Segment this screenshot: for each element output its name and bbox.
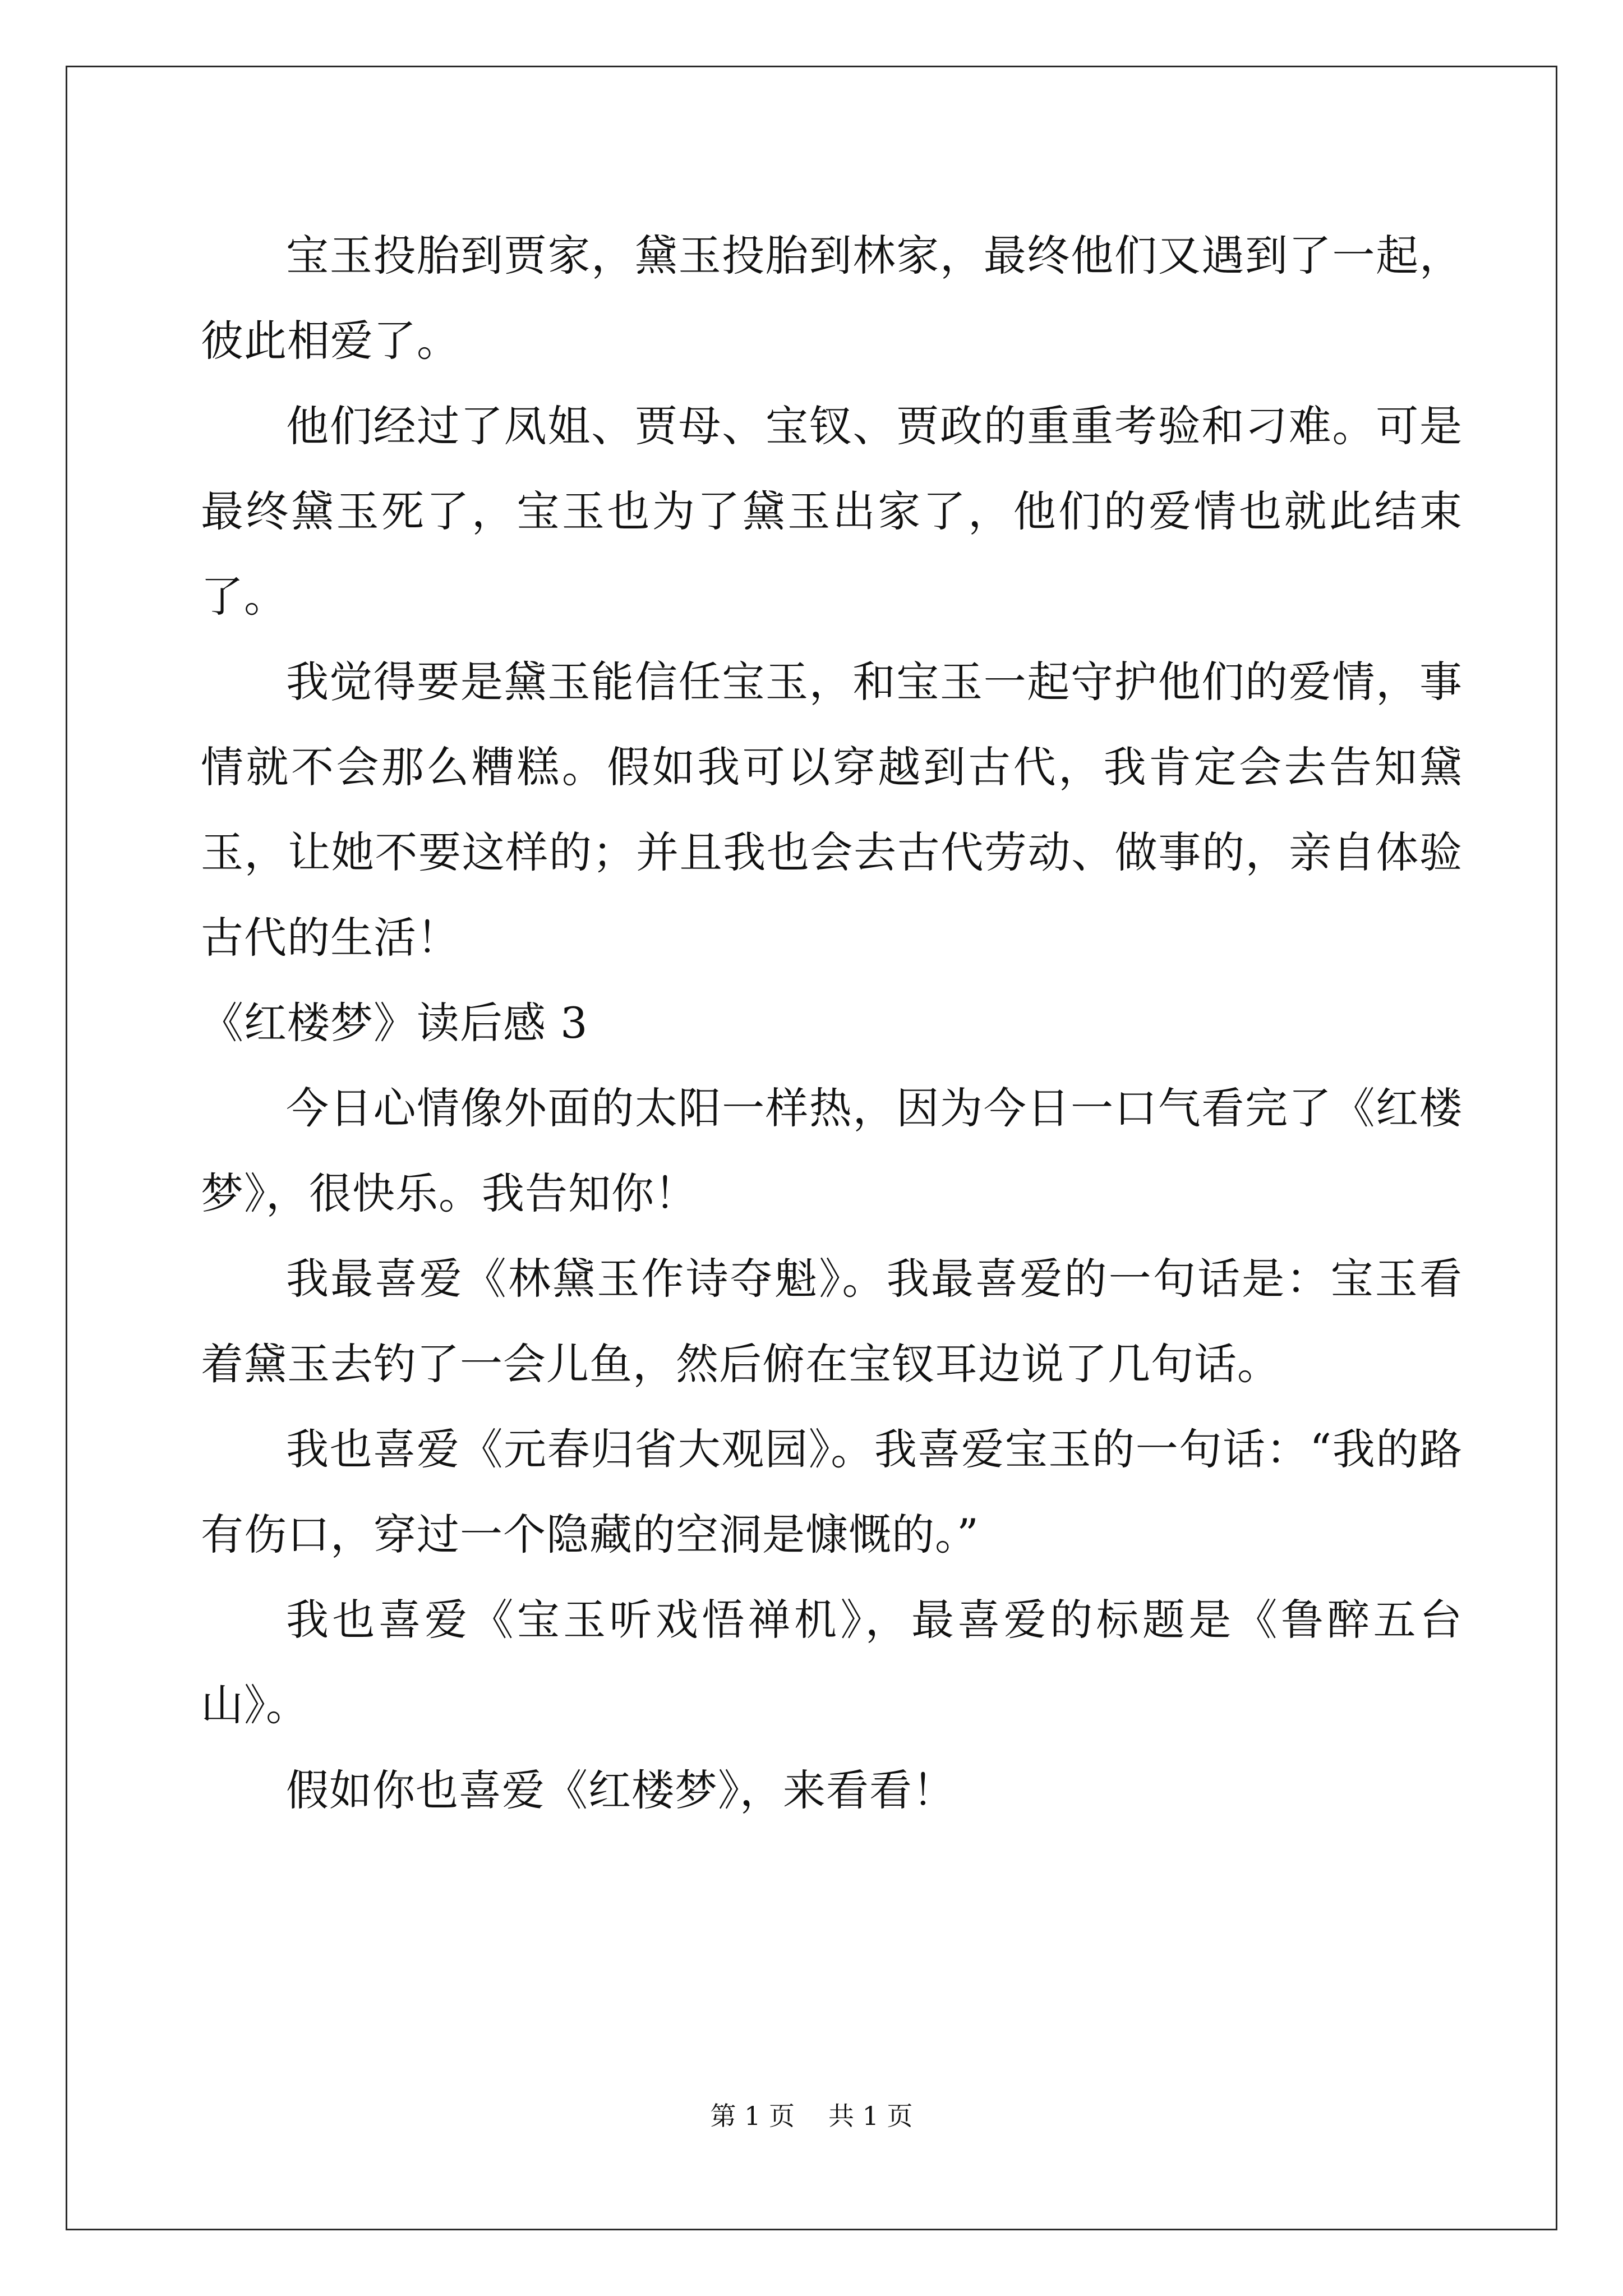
page-total: 共 1 页 (828, 2101, 913, 2131)
paragraph-3: 我觉得要是黛玉能信任宝玉，和宝玉一起守护他们的爱情，事情就不会那么糟糕。假如我可以穿越到古代，我肯定会去告知黛玉，让她不要这样的；并且我也会去古代劳动、做事的，亲自体验古代的生活！ (201, 657, 1463, 963)
paragraph-6: 我也喜爱《元春归省大观园》。我喜爱宝玉的一句话：“我的路有伤口，穿过一个隐藏的空洞是慷慨的。” (201, 1424, 1463, 1559)
paragraph-8: 假如你也喜爱《红楼梦》，来看看！ (286, 1765, 956, 1815)
paragraph-7: 我也喜爱《宝玉听戏悟禅机》，最喜爱的标题是《鲁醉五台山》。 (201, 1595, 1463, 1730)
paragraph-2: 他们经过了凤姐、贾母、宝钗、贾政的重重考验和刁难。可是最终黛玉死了，宝玉也为了黛玉出家了，他们的爱情也就此结束了。 (201, 401, 1463, 622)
page-number: 第 1 页 (710, 2101, 795, 2131)
page-footer (0, 2099, 1623, 2133)
document-body (201, 213, 1463, 1833)
paragraph-1: 宝玉投胎到贾家，黛玉投胎到林家，最终他们又遇到了一起，彼此相爱了。 (201, 231, 1463, 366)
section-title: 《红楼梦》读后感 3 (201, 998, 588, 1048)
paragraph-4: 今日心情像外面的太阳一样热，因为今日一口气看完了《红楼梦》，很快乐。我告知你！ (201, 1083, 1463, 1218)
paragraph-5: 我最喜爱《林黛玉作诗夺魁》。我最喜爱的一句话是：宝玉看着黛玉去钓了一会儿鱼，然后俯在宝钗耳边说了几句话。 (201, 1254, 1463, 1389)
